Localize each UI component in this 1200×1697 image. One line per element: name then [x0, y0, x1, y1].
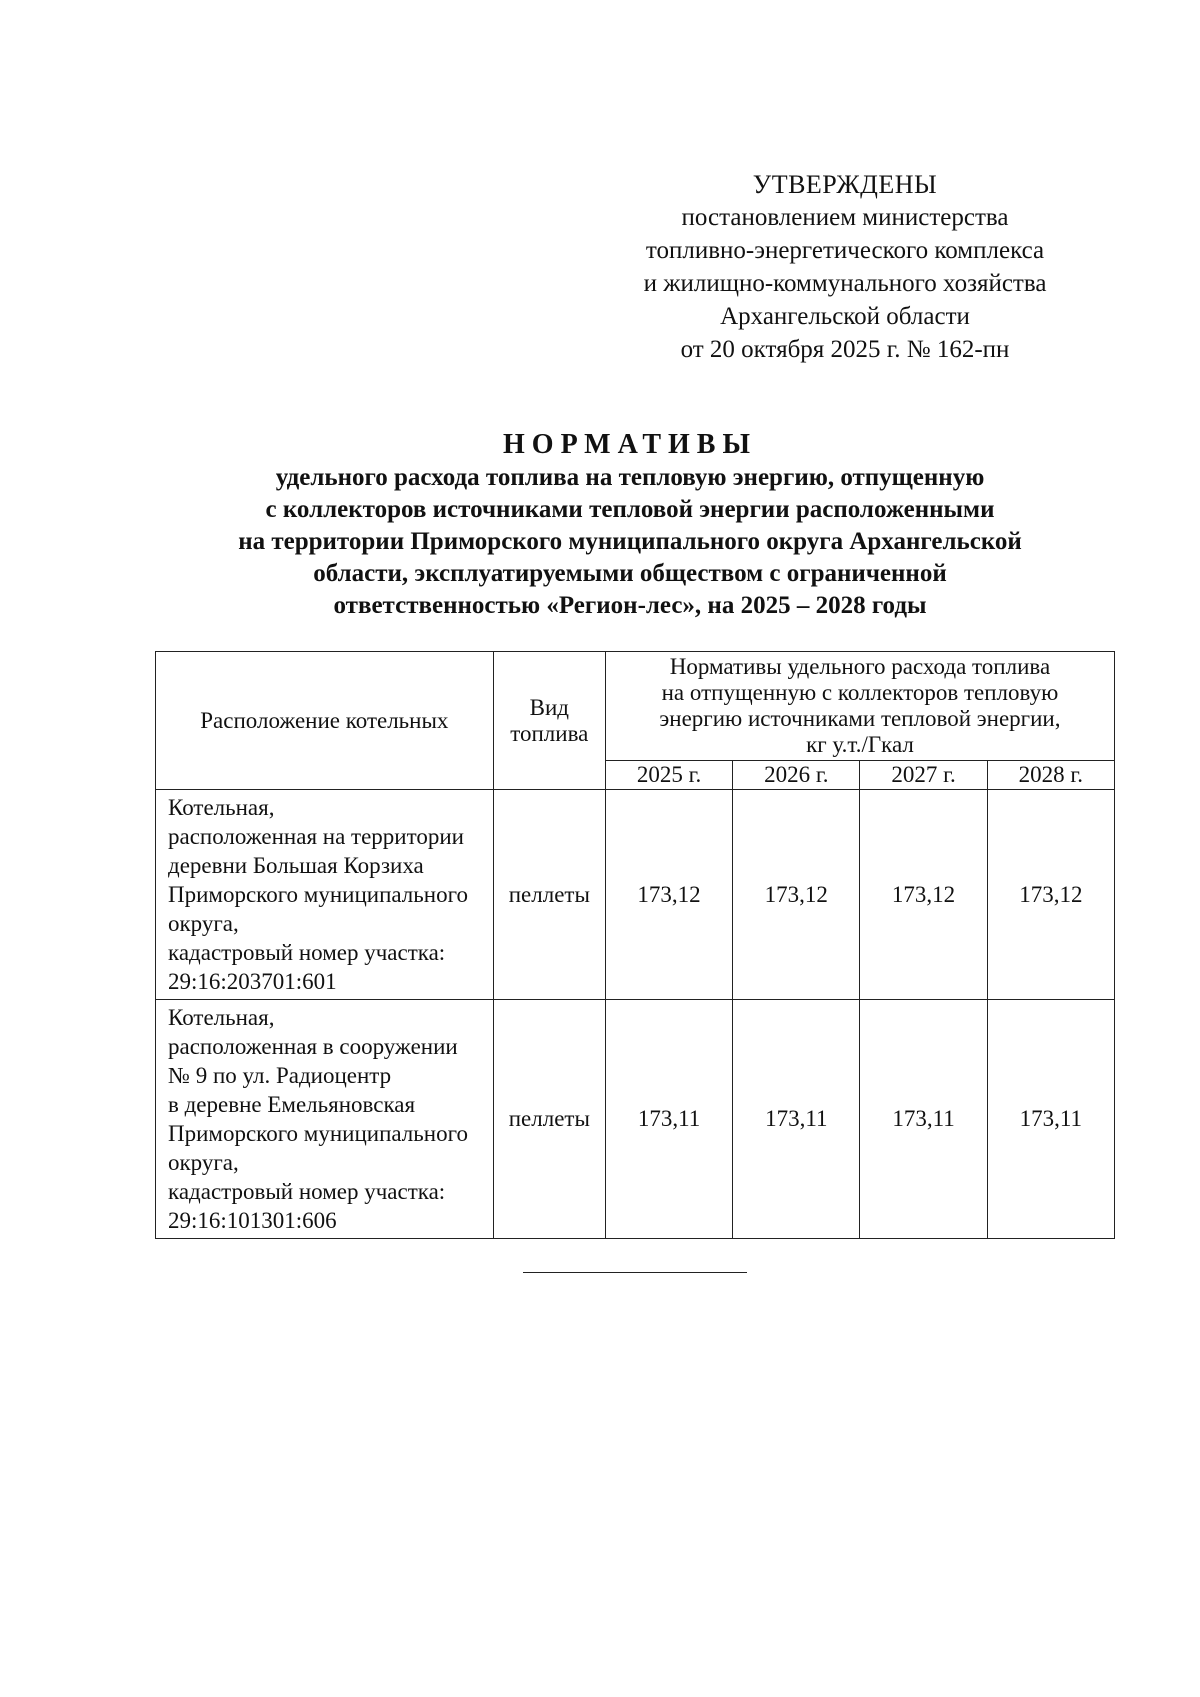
- approval-line: от 20 октября 2025 г. № 162-пн: [680, 336, 1010, 363]
- boiler-location: [156, 1000, 494, 1239]
- table-header-row: [156, 652, 1115, 761]
- location-line: Приморского муниципального: [168, 1121, 468, 1146]
- location-line: расположенная в сооружении: [168, 1034, 458, 1059]
- header-fuel-line: Вид: [529, 694, 569, 720]
- header-year: 2026 г.: [733, 761, 860, 790]
- header-year: 2027 г.: [860, 761, 987, 790]
- title-line: удельного расхода топлива на тепловую энергию, отпущенную: [275, 464, 985, 491]
- location-line: Котельная,: [168, 795, 275, 820]
- norm-value-cell: 173,11: [605, 1000, 732, 1239]
- location-line: округа,: [168, 1150, 239, 1175]
- header-location: Расположение котельных: [156, 652, 494, 790]
- title-line: ответственностью «Регион-лес», на 2025 – 2028 годы: [333, 592, 927, 619]
- approval-heading: УТВЕРЖДЕНЫ: [752, 170, 938, 199]
- norm-value-cell: 173,11: [987, 1000, 1114, 1239]
- location-line: в деревне Емельяновская: [168, 1092, 416, 1117]
- approval-line: топливно-энергетического комплекса: [645, 237, 1045, 264]
- norm-value-cell: 173,11: [733, 1000, 860, 1239]
- location-line: 29:16:101301:606: [168, 1208, 337, 1233]
- table-row: [156, 1000, 1115, 1239]
- table-row: [156, 790, 1115, 1000]
- end-separator-line: [523, 1272, 747, 1273]
- header-norms: [605, 652, 1114, 761]
- location-line: деревни Большая Корзиха: [168, 853, 424, 878]
- norm-value-cell: 173,11: [860, 1000, 987, 1239]
- fuel-type-cell: пеллеты: [493, 790, 605, 1000]
- header-norms-line: кг у.т./Гкал: [806, 732, 914, 757]
- title-line: на территории Приморского муниципального округа Архангельской: [238, 528, 1022, 555]
- location-line: 29:16:203701:601: [168, 969, 337, 994]
- title-heading: НОРМАТИВЫ: [503, 429, 757, 460]
- norm-value-cell: 173,12: [860, 790, 987, 1000]
- approval-line: постановлением министерства: [681, 204, 1009, 231]
- header-fuel-type: [493, 652, 605, 790]
- fuel-type-cell: пеллеты: [493, 1000, 605, 1239]
- norms-table: [155, 651, 1115, 1239]
- document-title: [160, 428, 1100, 622]
- location-line: расположенная на территории: [168, 824, 464, 849]
- header-fuel-line: топлива: [510, 720, 589, 746]
- norm-value-cell: 173,12: [605, 790, 732, 1000]
- norm-value-cell: 173,12: [733, 790, 860, 1000]
- location-line: кадастровый номер участка:: [168, 940, 446, 965]
- title-line: области, эксплуатируемыми обществом с ограниченной: [313, 560, 947, 587]
- location-line: Приморского муниципального: [168, 882, 468, 907]
- boiler-location: [156, 790, 494, 1000]
- approval-block: [600, 168, 1090, 366]
- approval-line: и жилищно-коммунального хозяйства: [643, 270, 1047, 297]
- header-norms-line: Нормативы удельного расхода топлива: [669, 654, 1051, 679]
- header-norms-line: энергию источниками тепловой энергии,: [659, 706, 1061, 731]
- location-line: № 9 по ул. Радиоцентр: [168, 1063, 392, 1088]
- header-norms-line: на отпущенную с коллекторов тепловую: [661, 680, 1059, 705]
- header-year: 2028 г.: [987, 761, 1114, 790]
- approval-line: Архангельской области: [720, 303, 970, 330]
- location-line: округа,: [168, 911, 239, 936]
- location-line: Котельная,: [168, 1005, 275, 1030]
- location-line: кадастровый номер участка:: [168, 1179, 446, 1204]
- norm-value-cell: 173,12: [987, 790, 1114, 1000]
- header-year: 2025 г.: [605, 761, 732, 790]
- title-line: с коллекторов источниками тепловой энергии расположенными: [265, 496, 995, 523]
